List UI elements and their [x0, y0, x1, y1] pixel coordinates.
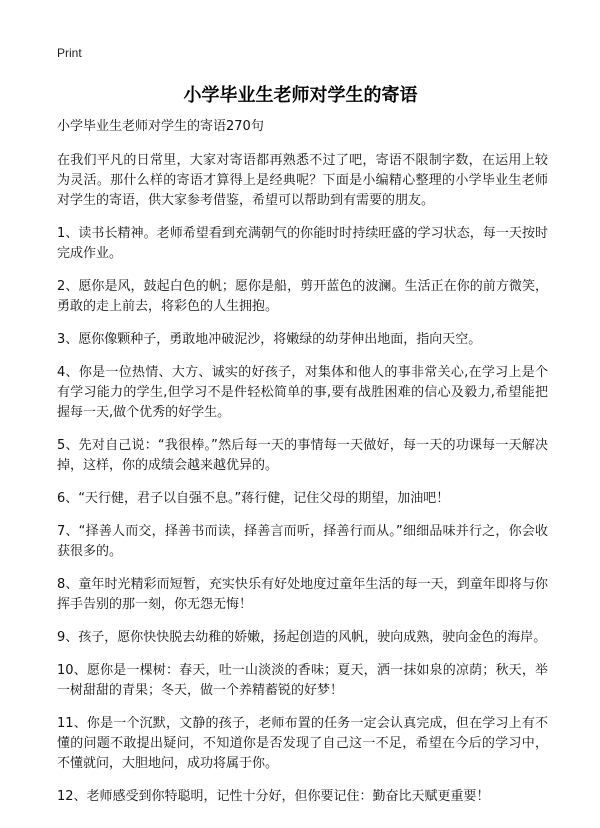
list-item: 9、孩子，愿你快快脱去幼稚的娇嫩，扬起创造的风帆，驶向成熟，驶向金色的海岸。	[57, 630, 547, 645]
list-item: 10、愿你是一棵树：春天，吐一山淡淡的香味；夏天，洒一抹如泉的凉荫；秋天，举一树甜甜的青果；冬天，做一个养精蓄锐的好梦！	[57, 663, 548, 698]
list-item: 4、你是一位热情、大方、诚实的好孩子，对集体和他人的事非常关心,在学习上是个有学习能力的学生,但学习不是件轻松简单的事,要有战胜困难的信心及毅力,希望能把握每一天,做个优秀的好学生。	[57, 365, 548, 420]
list-item: 1、读书长精神。老师希望看到充满朝气的你能时时持续旺盛的学习状态，每一天按时完成作业。	[57, 226, 548, 261]
list-item: 5、先对自己说：“我很棒。”然后每一天的事情每一天做好，每一天的功课每一天解决掉，这样，你的成绩会越来越优异的。	[57, 438, 548, 473]
article-body	[57, 117, 548, 820]
article-subtitle: 小学毕业生老师对学生的寄语270句	[57, 119, 264, 134]
page-title: 小学毕业生老师对学生的寄语	[183, 85, 418, 106]
article-intro: 在我们平凡的日常里，大家对寄语都再熟悉不过了吧，寄语不限制字数，在运用上较为灵活。那什么样的寄语才算得上是经典呢？下面是小编精心整理的小学毕业生老师对学生的寄语，供大家参考借鉴，希望可以帮助到有需要的朋友。	[57, 153, 548, 208]
list-item: 3、愿你像颗种子，勇敢地冲破泥沙，将嫩绿的幼芽伸出地面，指向天空。	[57, 332, 482, 347]
print-link[interactable]: Print	[57, 46, 82, 60]
list-item: 8、童年时光精彩而短暂，充实快乐有好处地度过童年生活的每一天，到童年即将与你挥手告别的那一刻，你无怨无悔！	[57, 577, 548, 612]
list-item: 11、你是一个沉默，文静的孩子，老师布置的任务一定会认真完成，但在学习上有不懂的问题不敢提出疑问，不知道你是否发现了自己这一不足，希望在今后的学习中，不懂就问，大胆地问，成功将属于你。	[57, 716, 548, 771]
list-item: 12、老师感受到你特聪明，记性十分好，但你要记住：勤奋比天赋更重要！	[57, 789, 490, 804]
list-item: 7、“择善人而交，择善书而读，择善言而听，择善行而从。”细细品味并行之，你会收获很多的。	[57, 524, 548, 559]
list-item: 6、“天行健，君子以自强不息。”蒋行健，记住父母的期望，加油吧！	[57, 491, 450, 506]
list-item: 2、愿你是风，鼓起白色的帆；愿你是船，剪开蓝色的波澜。生活正在你的前方微笑，勇敢的走上前去，将彩色的人生拥抱。	[57, 279, 548, 314]
